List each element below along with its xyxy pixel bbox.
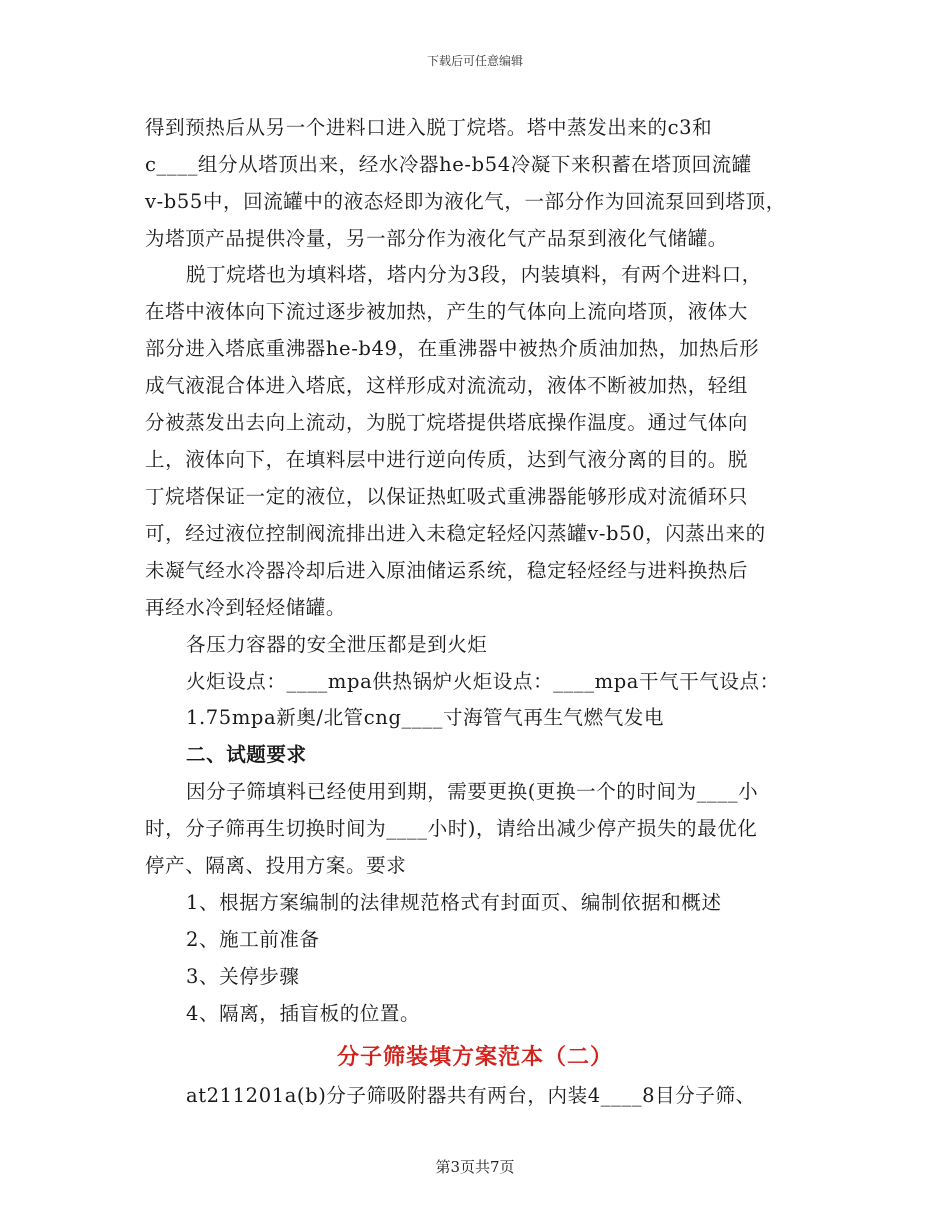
section-heading: 二、试题要求 <box>186 743 307 766</box>
body-line: c____组分从塔顶出来，经水冷器he-b54冷凝下来积蓄在塔顶回流罐 <box>145 153 752 176</box>
body-line: 再经水冷到轻烃储罐。 <box>145 596 347 619</box>
body-line: 1.75mpa新奥/北管cng____寸海管气再生气燃气发电 <box>186 706 665 729</box>
body-line: 因分子筛填料已经使用到期，需要更换(更换一个的时间为____小 <box>186 780 759 803</box>
body-line: 部分进入塔底重沸器he-b49，在重沸器中被热介质油加热，加热后形 <box>145 337 760 360</box>
body-line: 丁烷塔保证一定的液位，以保证热虹吸式重沸器能够形成对流循环只 <box>145 485 749 508</box>
page-header: 下载后可任意编辑 <box>426 54 523 68</box>
page-footer: 第3页共7页 <box>435 1158 515 1176</box>
list-item: 1、根据方案编制的法律规范格式有封面页、编制依据和概述 <box>186 891 722 914</box>
body-line: at211201a(b)分子筛吸附器共有两台，内装4____8目分子筛、 <box>186 1084 756 1107</box>
body-line: 时，分子筛再生切换时间为____小时)，请给出减少停产损失的最优化 <box>145 817 758 840</box>
body-line: 为塔顶产品提供冷量，另一部分作为液化气产品泵到液化气储罐。 <box>145 227 728 250</box>
body-line: 火炬设点：____mpa供热锅炉火炬设点：____mpa干气干气设点： <box>186 670 780 693</box>
body-line: 可，经过液位控制阀流排出进入未稳定轻烃闪蒸罐v-b50，闪蒸出来的 <box>145 522 766 545</box>
list-item: 3、关停步骤 <box>186 965 300 988</box>
body-line: 分被蒸发出去向上流动，为脱丁烷塔提供塔底操作温度。通过气体向 <box>145 411 749 434</box>
body-line: 上，液体向下，在填料层中进行逆向传质，达到气液分离的目的。脱 <box>145 448 749 471</box>
list-item: 4、隔离，插盲板的位置。 <box>186 1002 421 1025</box>
body-line: 停产、隔离、投用方案。要求 <box>145 854 407 877</box>
body-line: 成气液混合体进入塔底，这样形成对流流动，液体不断被加热，轻组 <box>145 374 749 397</box>
body-line: 脱丁烷塔也为填料塔，塔内分为3段，内装填料，有两个进料口， <box>186 263 762 286</box>
body-line: v-b55中，回流罐中的液态烃即为液化气，一部分作为回流泵回到塔顶， <box>145 190 786 213</box>
body-line: 各压力容器的安全泄压都是到火炬 <box>186 633 488 656</box>
body-line: 得到预热后从另一个进料口进入脱丁烷塔。塔中蒸发出来的c3和 <box>145 116 713 139</box>
list-item: 2、施工前准备 <box>186 928 320 951</box>
body-line: 未凝气经水冷器冷却后进入原油储运系统，稳定轻烃经与进料换热后 <box>145 559 749 582</box>
section-title: 分子筛装填方案范本（二） <box>336 1044 613 1070</box>
body-line: 在塔中液体向下流过逐步被加热，产生的气体向上流向塔顶，液体大 <box>145 300 749 323</box>
